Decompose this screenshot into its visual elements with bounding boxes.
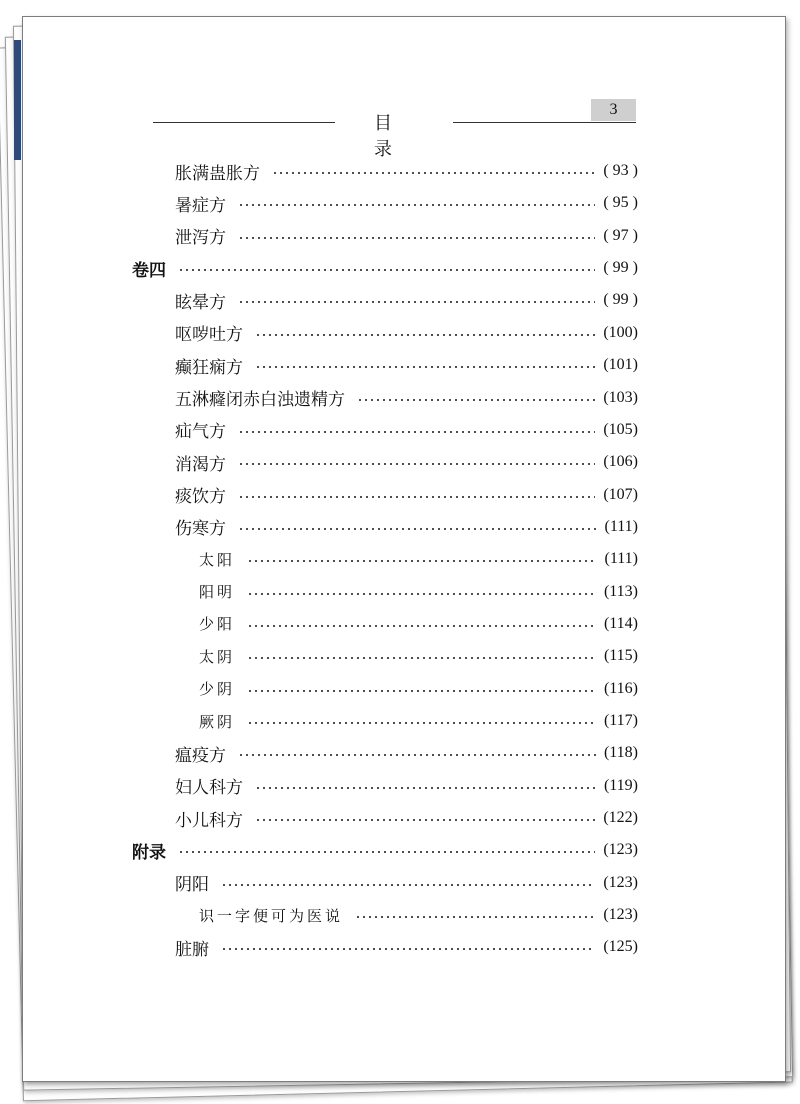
toc-entry-title: 厥阴 bbox=[199, 712, 236, 731]
toc-entry[interactable] bbox=[175, 932, 638, 962]
toc-entry[interactable] bbox=[175, 350, 638, 380]
toc-entry-title: 痰饮方 bbox=[175, 487, 226, 507]
toc-entry-page: ( 97 ) bbox=[603, 226, 638, 244]
toc-entry[interactable] bbox=[175, 156, 638, 186]
toc-entry-page: (111) bbox=[604, 550, 638, 568]
toc-entry-title: 少阴 bbox=[199, 680, 236, 699]
toc-entry-page: (119) bbox=[603, 776, 638, 794]
book-edge-blue bbox=[14, 40, 21, 160]
toc-entry-title: 泄泻方 bbox=[175, 228, 226, 249]
toc-entry-title: 太阳 bbox=[199, 550, 236, 569]
toc-entry[interactable] bbox=[199, 900, 638, 930]
toc-entry[interactable] bbox=[175, 512, 638, 542]
toc-entry-page: (125) bbox=[603, 938, 638, 956]
toc-entry-page: ( 99 ) bbox=[603, 291, 638, 309]
toc-entry-page: (106) bbox=[603, 453, 638, 471]
toc-entry-page: (114) bbox=[603, 614, 638, 632]
toc-entry-page: (105) bbox=[603, 420, 638, 438]
dot-leader bbox=[238, 754, 596, 756]
toc-entry[interactable] bbox=[175, 285, 638, 315]
toc-entry-title: 暑症方 bbox=[175, 195, 226, 216]
toc-entry[interactable] bbox=[132, 253, 638, 283]
toc-entry[interactable] bbox=[199, 706, 638, 736]
toc-entry[interactable] bbox=[199, 609, 638, 639]
toc-entry-page: (123) bbox=[603, 841, 638, 859]
dot-leader bbox=[238, 496, 595, 498]
toc-entry[interactable] bbox=[175, 383, 638, 413]
dot-leader bbox=[247, 722, 596, 724]
toc-entry-page: (100) bbox=[603, 323, 638, 341]
dot-leader bbox=[255, 366, 595, 368]
dot-leader bbox=[357, 399, 595, 401]
dot-leader bbox=[272, 172, 595, 174]
dot-leader bbox=[247, 690, 596, 692]
toc-entry[interactable] bbox=[175, 480, 638, 510]
toc-entry-title: 小儿科方 bbox=[175, 810, 243, 831]
dot-leader bbox=[247, 593, 596, 595]
dot-leader bbox=[355, 916, 595, 918]
toc-entry-title: 太阴 bbox=[199, 647, 236, 666]
toc-entry-title: 阴阳 bbox=[175, 875, 209, 896]
toc-entry[interactable] bbox=[175, 221, 638, 251]
toc-entry-page: ( 95 ) bbox=[603, 194, 638, 212]
toc-entry-title: 五淋癃闭赤白浊遗精方 bbox=[175, 390, 345, 410]
toc-entry-page: (123) bbox=[603, 873, 638, 891]
toc-entry-title: 伤寒方 bbox=[175, 519, 226, 540]
toc-entry-page: (107) bbox=[603, 485, 638, 503]
toc-entry-page: (118) bbox=[603, 744, 638, 762]
toc-entry[interactable] bbox=[199, 544, 638, 574]
dot-leader bbox=[178, 269, 595, 271]
toc-entry-page: (103) bbox=[603, 388, 638, 406]
toc-entry-page: (116) bbox=[603, 679, 638, 697]
dot-leader bbox=[221, 948, 595, 950]
dot-leader bbox=[255, 334, 595, 336]
toc-entry-title: 眩晕方 bbox=[175, 292, 226, 313]
toc-entry-title: 消渴方 bbox=[175, 454, 226, 475]
toc-entry[interactable] bbox=[175, 188, 638, 218]
toc-entry[interactable] bbox=[175, 868, 638, 898]
toc-entry[interactable] bbox=[175, 738, 638, 768]
toc-entry-title: 呕哕吐方 bbox=[175, 325, 243, 346]
toc-entry-title: 胀满蛊胀方 bbox=[175, 163, 260, 184]
toc-entry[interactable] bbox=[175, 318, 638, 348]
dot-leader bbox=[238, 431, 595, 433]
dot-leader bbox=[247, 625, 596, 627]
dot-leader bbox=[238, 528, 597, 530]
toc-entry-title: 卷四 bbox=[132, 260, 166, 281]
toc-entry[interactable] bbox=[132, 835, 638, 865]
toc-entry-page: (122) bbox=[603, 809, 638, 826]
toc-entry-page: (113) bbox=[603, 582, 638, 600]
toc-entry[interactable] bbox=[175, 771, 638, 801]
toc-entry-page: (111) bbox=[604, 517, 638, 535]
toc-entry-title: 疝气方 bbox=[175, 422, 226, 443]
toc-entry[interactable] bbox=[175, 415, 638, 445]
toc-entry-page: (115) bbox=[603, 647, 638, 665]
dot-leader bbox=[255, 787, 596, 789]
dot-leader bbox=[255, 819, 595, 821]
dot-leader bbox=[221, 884, 595, 886]
toc-entry-page: ( 93 ) bbox=[603, 162, 638, 179]
toc-entry-page: (101) bbox=[603, 356, 638, 374]
toc-entry-title: 癫狂痫方 bbox=[175, 357, 243, 378]
toc-entry-title: 脏腑 bbox=[175, 939, 209, 960]
dot-leader bbox=[238, 301, 595, 303]
toc-entry-page: (117) bbox=[603, 712, 638, 729]
toc-entry[interactable] bbox=[199, 641, 638, 671]
toc-entry-title: 妇人科方 bbox=[175, 778, 243, 799]
table-of-contents bbox=[23, 17, 785, 1081]
toc-entry-title: 附录 bbox=[132, 842, 166, 863]
toc-entry-title: 瘟疫方 bbox=[175, 745, 226, 766]
toc-entry-page: ( 99 ) bbox=[603, 259, 638, 277]
toc-entry-title: 识一字便可为医说 bbox=[199, 906, 344, 925]
toc-page bbox=[22, 16, 786, 1082]
page-number: 3 bbox=[591, 99, 636, 121]
toc-entry[interactable] bbox=[199, 577, 638, 607]
toc-entry-page: (123) bbox=[603, 906, 638, 924]
dot-leader bbox=[238, 463, 595, 465]
dot-leader bbox=[247, 657, 596, 659]
toc-entry-title: 阳明 bbox=[199, 583, 236, 601]
toc-entry-title: 少阳 bbox=[199, 615, 236, 634]
dot-leader bbox=[238, 204, 595, 206]
toc-entry[interactable] bbox=[175, 447, 638, 477]
page-title: 目 录 bbox=[374, 113, 422, 160]
dot-leader bbox=[238, 237, 595, 239]
dot-leader bbox=[247, 560, 597, 562]
dot-leader bbox=[178, 851, 595, 853]
toc-entry[interactable] bbox=[199, 674, 638, 704]
toc-entry[interactable] bbox=[175, 803, 638, 833]
